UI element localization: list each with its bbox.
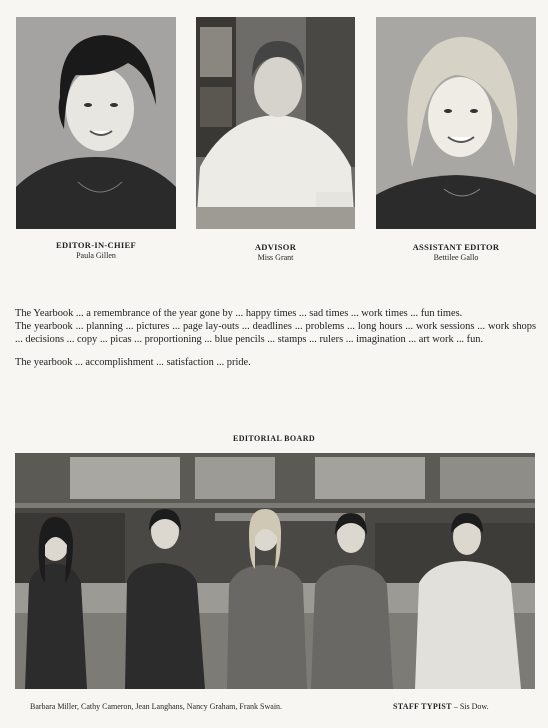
portrait-photo-advisor [196, 17, 355, 229]
intro-paragraph: The Yearbook ... a remembrance of the year gone by ... happy times ... sad times ... work times ... fun times. [15, 308, 463, 319]
intro-text [15, 307, 536, 369]
editorial-board-heading: EDITORIAL BOARD [232, 434, 316, 443]
caption-name: Miss Grant [257, 253, 294, 262]
portrait-photo-assistant-editor [376, 17, 536, 229]
caption-editor-in-chief [16, 240, 176, 261]
staff-typist-label: STAFF TYPIST [393, 702, 452, 711]
board-members: Barbara Miller, Cathy Cameron, Jean Langhans, Nancy Graham, Frank Swain. [30, 702, 283, 711]
caption-title: ASSISTANT EDITOR [412, 242, 500, 252]
caption-title: EDITOR-IN-CHIEF [56, 240, 136, 250]
staff-typist [393, 702, 489, 711]
caption-title: ADVISOR [254, 242, 297, 252]
caption-name: Paula Gillen [76, 251, 116, 260]
portrait-photo-editor-in-chief [16, 17, 176, 229]
editorial-board-caption [30, 702, 530, 711]
intro-paragraph: The yearbook ... accomplishment ... satisfaction ... pride. [15, 357, 251, 368]
staff-typist-name: – Sis Dow. [453, 702, 489, 711]
caption-advisor [196, 242, 355, 263]
editorial-board-photo [15, 453, 535, 689]
caption-assistant-editor [376, 242, 536, 263]
intro-paragraph: The yearbook ... planning ... pictures ... page lay-outs ... deadlines ... problems ... long hours ... work sessions ... work shops ... decisions ... copy ... picas ... proportioning ... blue pencils ... stamps ... rulers ... imagination ... art work ... fun. [15, 321, 536, 345]
caption-name: Bettilee Gallo [433, 253, 479, 262]
